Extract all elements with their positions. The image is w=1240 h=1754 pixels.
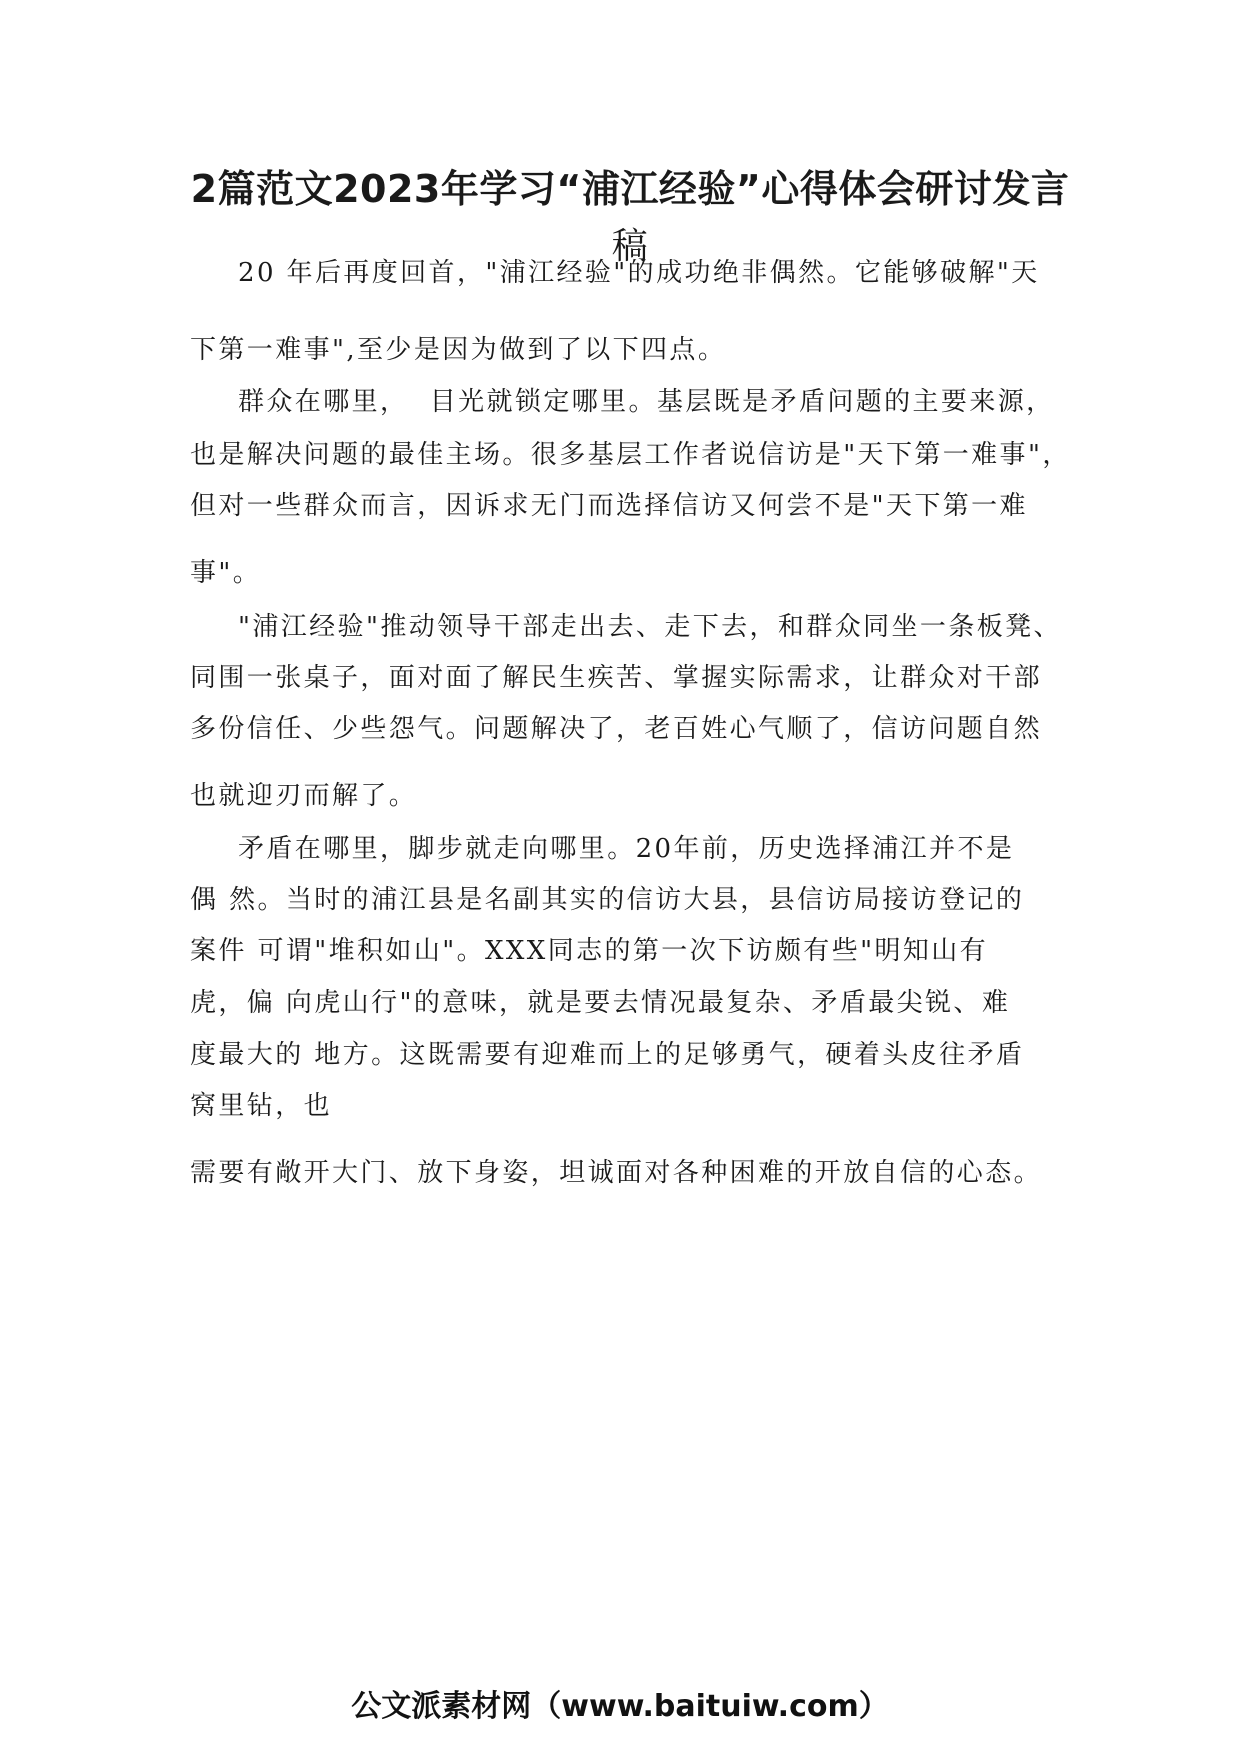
paragraph-line: 也就迎刃而解了。: [190, 781, 418, 811]
document-title-continuation: 稿: [611, 226, 649, 267]
paragraph-line: 但对一些群众而言，因诉求无门而选择信访又何尝不是"天下第一难: [190, 491, 1028, 521]
paragraph-line: 群众在哪里， 目光就锁定哪里。基层既是矛盾问题的主要来源，: [238, 387, 1055, 417]
paragraph-line: 多份信任、少些怨气。问题解决了，老百姓心气顺了，信访问题自然: [190, 714, 1043, 744]
paragraph-line: 也是解决问题的最佳主场。很多基层工作者说信访是"天下第一难事"，: [190, 440, 1071, 470]
paragraph-line: "浦江经验"推动领导干部走出去、走下去，和群众同坐一条板凳、: [238, 612, 1062, 642]
paragraph-line: 案件 可谓"堆积如山"。XXX同志的第一次下访颇有些"明知山有: [190, 936, 989, 966]
paragraph-line: 事"。: [190, 558, 262, 588]
paragraph-line: 需要有敞开大门、放下身姿，坦诚面对各种困难的开放自信的心态。: [190, 1158, 1043, 1188]
paragraph-line: 矛盾在哪里，脚步就走向哪里。20年前，历史选择浦江并不是: [238, 834, 1015, 864]
paragraph-line: 窝里钻，也: [190, 1091, 333, 1121]
source-watermark: 公文派素材网（www.baituiw.com）: [351, 1689, 889, 1724]
paragraph-line: 20 年后再度回首，"浦江经验"的成功绝非偶然。它能够破解"天: [238, 258, 1040, 288]
document-title: 2篇范文2023年学习“浦江经验”心得体会研讨发言: [190, 167, 1070, 211]
paragraph-line: 度最大的 地方。这既需要有迎难而上的足够勇气，硬着头皮往矛盾: [190, 1040, 1025, 1070]
paragraph-line: 同围一张桌子，面对面了解民生疾苦、掌握实际需求，让群众对干部: [190, 663, 1043, 693]
paragraph-line: 虎，偏 向虎山行"的意味，就是要去情况最复杂、矛盾最尖锐、难: [190, 988, 1011, 1018]
paragraph-line: 下第一难事",至少是因为做到了以下四点。: [190, 335, 727, 365]
paragraph-line: 偶 然。当时的浦江县是名副其实的信访大县，县信访局接访登记的: [190, 885, 1025, 915]
